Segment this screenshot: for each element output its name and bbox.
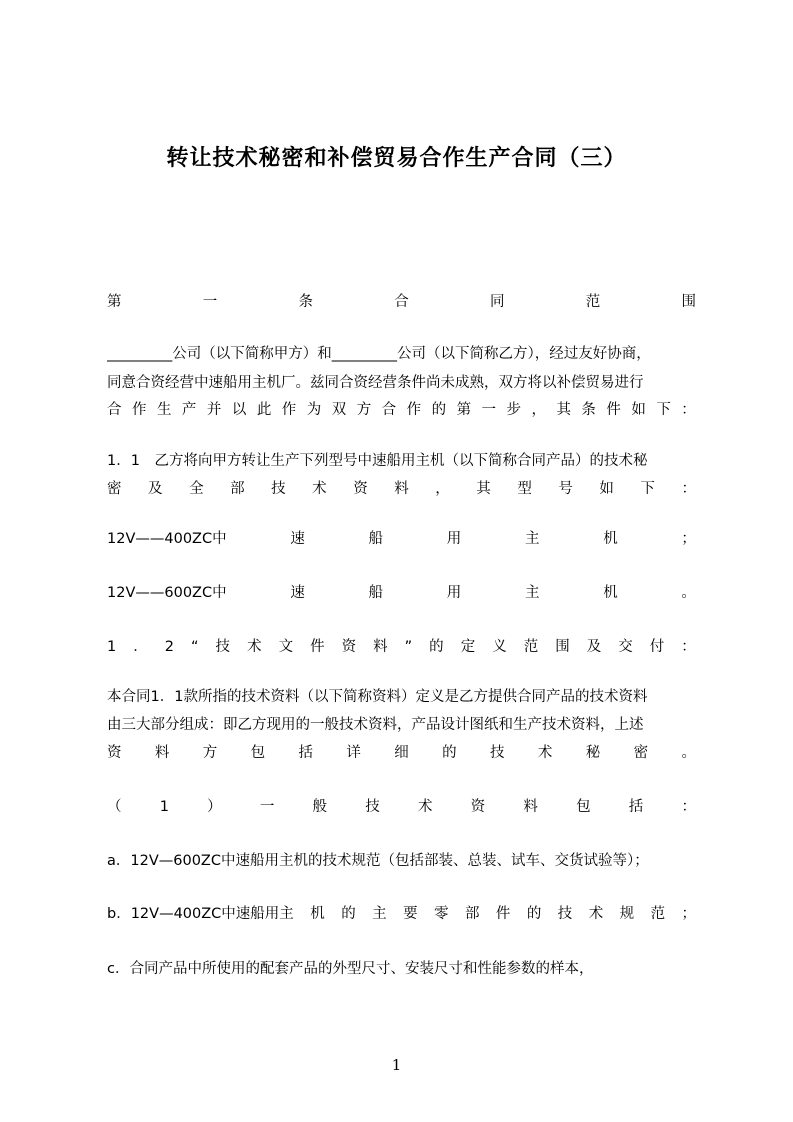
text-glyph: 速 — [290, 531, 305, 547]
text-glyph: 号 — [558, 481, 573, 497]
text-glyph: 的 — [526, 906, 542, 922]
text-glyph: 为 — [306, 402, 322, 418]
text-glyph: 作 — [281, 402, 297, 418]
text-glyph: 详 — [346, 745, 361, 761]
text-glyph: 机 — [310, 906, 325, 922]
text-glyph: 船 — [368, 585, 384, 601]
paragraph-line — [107, 478, 696, 500]
text-glyph: 合 — [107, 402, 122, 418]
text-glyph: 及 — [586, 639, 602, 655]
text-glyph: 范 — [523, 639, 539, 655]
text-glyph: 范 — [650, 906, 666, 922]
model-line — [107, 582, 696, 604]
text-glyph: 方 — [356, 402, 372, 418]
text-glyph: 术 — [312, 481, 327, 497]
text-glyph: “ — [191, 639, 199, 655]
text-glyph: 第 — [107, 294, 122, 310]
text-glyph: 一 — [202, 294, 218, 310]
text-glyph: 下 — [656, 402, 671, 418]
text-glyph: 并 — [206, 402, 222, 418]
text-glyph: 步 — [506, 402, 521, 418]
text-glyph: ” — [404, 639, 413, 655]
text-glyph: 般 — [312, 799, 328, 815]
text-glyph: 术 — [247, 639, 262, 655]
list-item — [107, 903, 696, 925]
text-glyph: 括 — [298, 745, 313, 761]
text-glyph: 的 — [431, 402, 447, 418]
text-glyph: 技 — [365, 799, 380, 815]
text-glyph: （ — [107, 799, 122, 815]
text-glyph: 1 — [107, 639, 117, 655]
text-glyph: ： — [681, 402, 696, 418]
section-heading — [107, 636, 696, 658]
paragraph-line: 本合同1．1款所指的技术资料（以下简称资料）定义是乙方提供合同产品的技术资料 — [107, 689, 648, 705]
text-glyph: 主 — [372, 906, 387, 922]
text-glyph: 1 — [159, 799, 169, 815]
text-glyph: 如 — [599, 481, 614, 497]
text-glyph: 其 — [556, 402, 571, 418]
text-glyph: 型 — [517, 481, 532, 497]
text-glyph: 全 — [189, 481, 204, 497]
text-glyph: 方 — [202, 745, 218, 761]
text-glyph: 资 — [353, 481, 368, 497]
text-glyph: 围 — [681, 294, 696, 310]
text-glyph: 作 — [406, 402, 422, 418]
page-number: 1 — [391, 1056, 402, 1074]
text-glyph: 术 — [537, 745, 553, 761]
text-glyph: 一 — [481, 402, 497, 418]
text-glyph: 付 — [649, 639, 665, 655]
text-glyph: ： — [681, 481, 696, 497]
text-glyph: 料 — [373, 639, 388, 655]
text-glyph: 要 — [403, 906, 418, 922]
text-glyph: 下 — [640, 481, 655, 497]
text-glyph: 料 — [394, 481, 409, 497]
text-glyph: 12V——400ZC中 — [107, 531, 227, 547]
text-glyph: 括 — [628, 799, 644, 815]
text-glyph: 同 — [490, 294, 505, 310]
text-glyph: 用 — [446, 531, 462, 547]
paragraph-line: 由三大部分组成：即乙方现用的一般技术资料，产品设计图纸和生产技术资料，上述 — [107, 717, 644, 733]
text-glyph: 交 — [618, 639, 633, 655]
paragraph-line: _________公司（以下简称甲方）和_________公司（以下简称乙方），经过友好协商， — [107, 346, 651, 362]
text-glyph: 如 — [631, 402, 646, 418]
text-glyph: 资 — [107, 745, 122, 761]
text-glyph: 文 — [278, 639, 294, 655]
text-glyph: 定 — [460, 639, 476, 655]
text-glyph: 条 — [298, 294, 313, 310]
text-glyph: ． — [133, 639, 148, 655]
paragraph-line — [107, 742, 696, 764]
text-glyph: 料 — [154, 745, 170, 761]
text-glyph: 作 — [131, 402, 147, 418]
text-glyph: 产 — [181, 402, 197, 418]
text-glyph: 条 — [581, 402, 596, 418]
text-glyph: 细 — [394, 745, 409, 761]
list-item: a．12V—600ZC中速船用主机的技术规范（包括部装、总装、试车、交货试验等）； — [107, 853, 649, 869]
text-glyph: 部 — [230, 481, 245, 497]
text-glyph: 第 — [456, 402, 472, 418]
text-glyph: 。 — [681, 585, 696, 601]
text-glyph: 技 — [557, 906, 573, 922]
text-glyph: 密 — [633, 745, 649, 761]
text-glyph: 合 — [381, 402, 397, 418]
paragraph-line — [107, 399, 696, 421]
text-glyph: b．12V—400ZC中速船用主 — [107, 906, 294, 922]
text-glyph: 密 — [107, 481, 122, 497]
text-glyph: ， — [435, 481, 450, 497]
paragraph-line: 同意合资经营中速船用主机厂。兹同合资经营条件尚未成熟，双方将以补偿贸易进行 — [107, 375, 644, 391]
text-glyph: 规 — [619, 906, 635, 922]
text-glyph: 技 — [490, 745, 505, 761]
text-glyph: ； — [681, 906, 696, 922]
text-glyph: 零 — [434, 906, 449, 922]
text-glyph: 。 — [681, 745, 696, 761]
text-glyph: ） — [207, 799, 222, 815]
text-glyph: 义 — [492, 639, 507, 655]
text-glyph: 其 — [476, 481, 491, 497]
text-glyph: ； — [681, 531, 696, 547]
text-glyph: 的 — [341, 906, 356, 922]
text-glyph: 资 — [341, 639, 357, 655]
text-glyph: 术 — [417, 799, 433, 815]
model-line — [107, 528, 696, 550]
text-glyph: 范 — [585, 294, 601, 310]
paragraph-line: 1．1 乙方将向甲方转让生产下列型号中速船用主机（以下简称合同产品）的技术秘 — [107, 453, 648, 469]
text-glyph: 资 — [470, 799, 486, 815]
text-glyph: 的 — [442, 745, 457, 761]
text-glyph: ： — [681, 639, 696, 655]
text-glyph: 双 — [331, 402, 347, 418]
text-glyph: 主 — [524, 585, 540, 601]
text-glyph: 生 — [156, 402, 172, 418]
text-glyph: 的 — [429, 639, 444, 655]
text-glyph: 此 — [256, 402, 272, 418]
text-glyph: 机 — [603, 585, 618, 601]
text-glyph: 一 — [259, 799, 275, 815]
text-glyph: 合 — [394, 294, 409, 310]
text-glyph: 12V——600ZC中 — [107, 585, 227, 601]
text-glyph: 用 — [446, 585, 462, 601]
text-glyph: 包 — [250, 745, 266, 761]
text-glyph: ： — [681, 799, 696, 815]
text-glyph: 技 — [215, 639, 231, 655]
text-glyph: 部 — [464, 906, 480, 922]
article-heading — [107, 291, 696, 313]
text-glyph: ， — [531, 402, 546, 418]
text-glyph: 2 — [164, 639, 174, 655]
subsection-heading — [107, 796, 696, 818]
text-glyph: 速 — [290, 585, 305, 601]
text-glyph: 机 — [603, 531, 618, 547]
text-glyph: 主 — [524, 531, 540, 547]
contract-title: 转让技术秘密和补偿贸易合作生产合同（三） — [166, 146, 627, 171]
text-glyph: 件 — [495, 906, 511, 922]
text-glyph: 及 — [148, 481, 163, 497]
text-glyph: 围 — [555, 639, 570, 655]
text-glyph: 件 — [310, 639, 325, 655]
text-glyph: 以 — [231, 402, 247, 418]
text-glyph: 料 — [523, 799, 538, 815]
text-glyph: 包 — [576, 799, 591, 815]
text-glyph: 秘 — [585, 745, 601, 761]
text-glyph: 件 — [606, 402, 621, 418]
list-item: c．合同产品中所使用的配套产品的外型尺寸、安装尺寸和性能参数的样本， — [107, 961, 594, 977]
text-glyph: 术 — [588, 906, 604, 922]
text-glyph: 船 — [368, 531, 384, 547]
text-glyph: 技 — [271, 481, 286, 497]
